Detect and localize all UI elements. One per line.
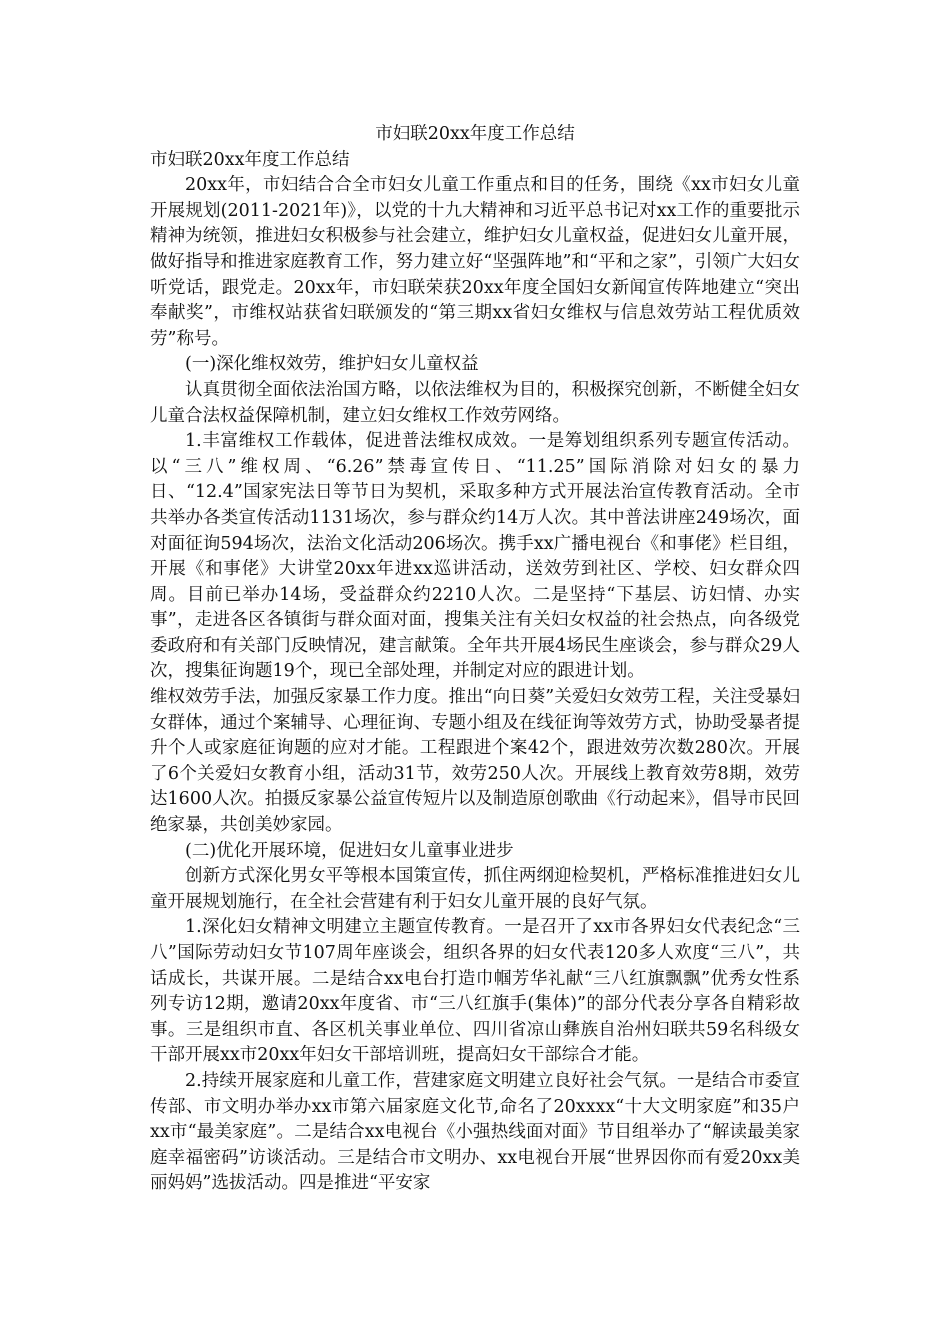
- document-subtitle: 市妇联20xx年度工作总结: [150, 149, 350, 170]
- intro-paragraph: 20xx年，市妇结合合全市妇女儿童工作重点和目的任务，围绕《xx市妇女儿童开展规划(2011-2021年)》，以党的十九大精神和习近平总书记对xx工作的重要批示精神为统领，推进妇女积极参与社会建立，维护妇女儿童权益，促进妇女儿童开展，做好指导和推进家庭教育工作，努力建立好“坚强阵地”和“平和之家”，引领广大妇女听党话，跟党走。20xx年，市妇联荣获20xx年度全国妇女新闻宣传阵地建立“突出奉献奖”，市维权站获省妇联颁发的“第三期xx省妇女维权与信息效劳站工程优质效劳”称号。: [150, 175, 800, 349]
- section-heading-1: (一)深化维权效劳，维护妇女儿童权益: [185, 354, 479, 375]
- document-title: 市妇联20xx年度工作总结: [375, 124, 575, 144]
- section-2-intro: 创新方式深化男女平等根本国策宣传，抓住两纲迎检契机，严格标准推进妇女儿童开展规划施行，在全社会营建有利于妇女儿童开展的良好气氛。: [150, 866, 800, 912]
- section-2-item-1: 1.深化妇女精神文明建立主题宣传教育。一是召开了xx市各界妇女代表纪念“三八”国际劳动妇女节107周年座谈会，组织各界的妇女代表120多人欢度“三八”，共话成长，共谋开展。二是结合xx电台打造巾帼芳华礼献“三八红旗飘飘”优秀女性系列专访12期，邀请20xx年度省、市“三八红旗手(集体)”的部分代表分享各自精彩故事。三是组织市直、各区机关事业单位、四川省凉山彝族自治州妇联共59名科级女干部开展xx市20xx年妇女干部培训班，提高妇女干部综合才能。: [150, 917, 800, 1066]
- section-heading-2: (二)优化开展环境，促进妇女儿童事业进步: [185, 840, 514, 861]
- section-1-item-1: 1.丰富维权工作载体，促进普法维权成效。一是筹划组织系列专题宣传活动。以“三八”维权周、“6.26”禁毒宣传日、“11.25”国际消除对妇女的暴力日、“12.4”国家宪法日等节日为契机，采取多种方式开展法治宣传教育活动。全市共举办各类宣传活动1131场次，参与群众约14万人次。其中普法讲座249场次，面对面征询594场次，法治文化活动206场次。携手xx广播电视台《和事佬》栏目组，开展《和事佬》大讲堂20xx年进xx巡讲活动，送效劳到社区、学校、妇女群众四周。目前已举办14场，受益群众约2210人次。二是坚持“下基层、访妇情、办实事”，走进各区各镇街与群众面对面，搜集关注有关妇女权益的社会热点，向各级党委政府和有关部门反映情况，建言献策。全年共开展4场民生座谈会，参与群众29人次，搜集征询题19个，现已全部处理，并制定对应的跟进计划。: [150, 431, 800, 682]
- document-page: [150, 122, 800, 1197]
- section-2-item-2: 2.持续开展家庭和儿童工作，营建家庭文明建立良好社会气氛。一是结合市委宣传部、市文明办举办xx市第六届家庭文化节,命名了20xxxx“十大文明家庭”和35户xx市“最美家庭”。二是结合xx电视台《小强热线面对面》节目组举办了“解读最美家庭幸福密码”访谈活动。三是结合市文明办、xx电视台开展“世界因你而有爱20xx美丽妈妈”选拔活动。四是推进“平安家: [150, 1070, 800, 1194]
- section-1-item-2: 维权效劳手法，加强反家暴工作力度。推出“向日葵”关爱妇女效劳工程，关注受暴妇女群体，通过个案辅导、心理征询、专题小组及在线征询等效劳方式，协助受暴者提升个人或家庭征询题的应对才能。工程跟进个案42个，跟进效劳次数280次。开展了6个关爱妇女教育小组，活动31节，效劳250人次。开展线上教育效劳8期，效劳达1600人次。拍摄反家暴公益宣传短片以及制造原创歌曲《行动起来》，倡导市民回绝家暴，共创美妙家园。: [150, 687, 800, 836]
- section-1-intro: 认真贯彻全面依法治国方略，以依法维权为目的，积极探究创新，不断健全妇女儿童合法权益保障机制，建立妇女维权工作效劳网络。: [150, 379, 800, 426]
